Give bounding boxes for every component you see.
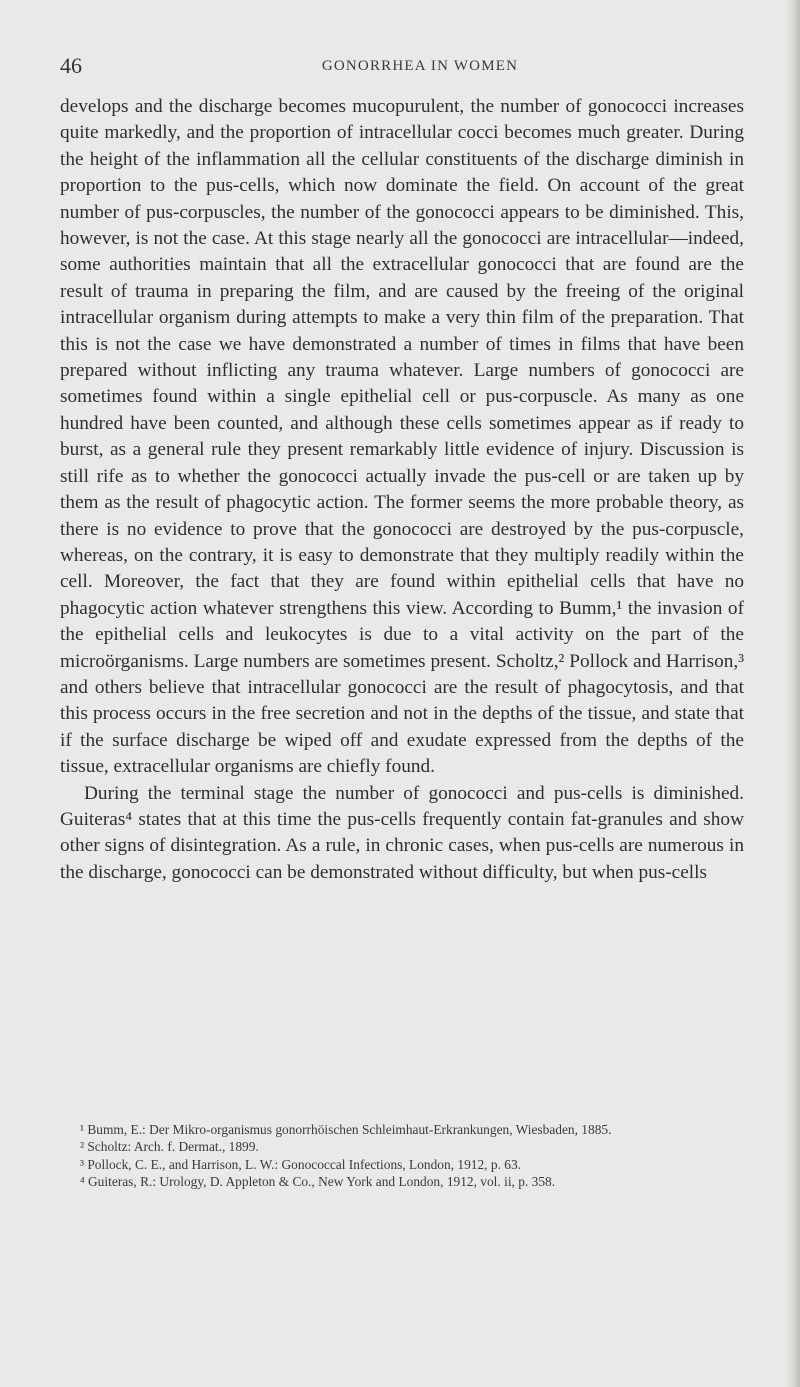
page-number: 46 xyxy=(60,53,82,78)
footnote: ¹ Bumm, E.: Der Mikro-organismus gonorrhöischen Schleimhaut-Erkrankungen, Wiesbaden, 1885. xyxy=(80,1122,612,1137)
footnotes xyxy=(60,1121,744,1191)
page-edge-shadow xyxy=(786,0,800,1387)
footnote: ⁴ Guiteras, R.: Urology, D. Appleton & Co., New York and London, 1912, vol. ii, p. 358. xyxy=(80,1174,556,1190)
page-header xyxy=(60,54,750,78)
body-text xyxy=(60,94,744,886)
paragraph: During the terminal stage the number of gonococci and pus-cells is diminished. Guiteras⁴ states that at this time the pus-cells frequently contain fat-granules and show other signs of disintegration. As a rule, in chronic cases, when pus-cells are numerous in the discharge, gonococci can be demonstrated without difficulty, but when pus-cells xyxy=(60,782,744,883)
paragraph: develops and the discharge becomes mucopurulent, the number of gonococci increases quite markedly, and the proportion of intracellular cocci becomes much greater. During the height of the inflammation all the cellular constituents of the discharge diminish in proportion to the pus-cells, which now dominate the field. On account of the great number of pus-corpuscles, the number of the gonococci appears to be diminished. This, however, is not the case. At this stage nearly all the gonococci are intracellular—indeed, some authorities maintain that all the extracellular gonococci that are found are the result of trauma in preparing the film, and are caused by the freeing of the original intracellular organism during attempts to make a very thin film of the preparation. That this is not the case we have demonstrated a number of times in films that have been prepared without inflicting any trauma whatever. Large numbers of gonococci are sometimes found within a single epithelial cell or pus-corpuscle. As many as one hundred have been counted, and although these cells sometimes appear as if ready to burst, as a general rule they present remarkably little evidence of injury. Discussion is still rife as to whether the gonococci actually invade the pus-cell or are taken up by them as the result of phagocytic action. The former seems the more probable theory, as there is no evidence to prove that the gonococci are destroyed by the pus-corpuscle, whereas, on the contrary, it is easy to demonstrate that they multiply readily within the cell. Moreover, the fact that they are found within epithelial cells that have no phagocytic action whatever strengthens this view. According to Bumm,¹ the invasion of the epithelial cells and leukocytes is due to a vital activity on the part of the microörganisms. Large numbers are sometimes present. Scholtz,² Pollock and Harrison,³ and others believe that intracellular gonococci are the result of phagocytosis, and that this process occurs in the free secretion and not in the depths of the tissue, and state that if the surface discharge be wiped off and exudate expressed from the depths of the tissue, extracellular organisms are chiefly found. xyxy=(60,96,744,778)
running-head: GONORRHEA IN WOMEN xyxy=(321,58,519,74)
footnote: ³ Pollock, C. E., and Harrison, L. W.: Gonococcal Infections, London, 1912, p. 63. xyxy=(80,1156,522,1172)
footnote: ² Scholtz: Arch. f. Dermat., 1899. xyxy=(80,1139,259,1155)
